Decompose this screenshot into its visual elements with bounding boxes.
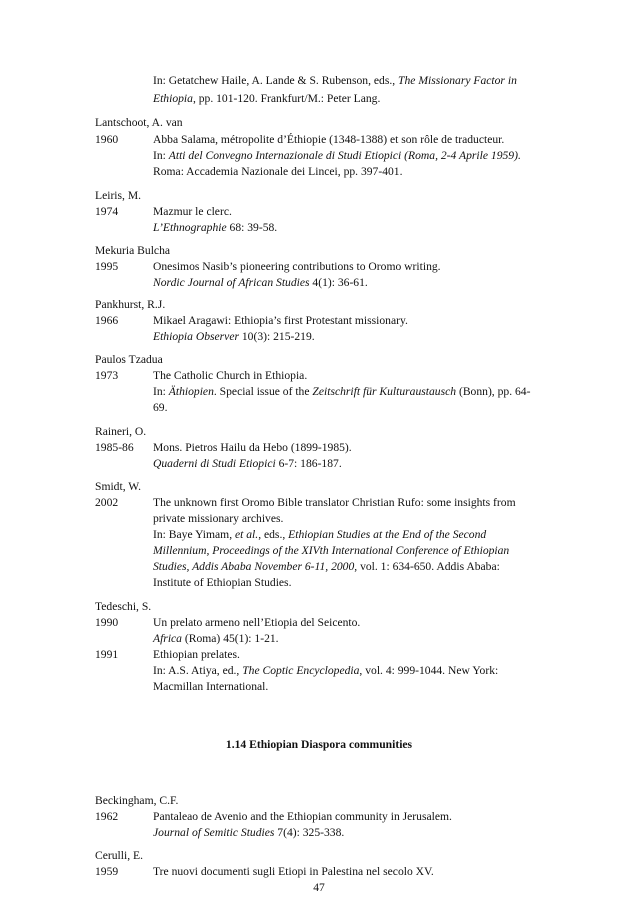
entry-source	[153, 148, 521, 165]
entry-source	[153, 631, 279, 648]
text-span: In: Getatchew Haile, A. Lande & S. Rubenson, eds.,	[153, 74, 399, 87]
italic-title: L’Ethnographie	[153, 221, 227, 234]
entry-year: 1960	[95, 133, 119, 146]
italic-title: Äthiopien	[168, 385, 214, 398]
author-name: Tedeschi, S.	[95, 600, 152, 613]
entry-source	[153, 825, 344, 842]
entry-source	[153, 275, 368, 292]
italic-title: Nordic Journal of African Studies	[153, 276, 310, 289]
author-name: Paulos Tzadua	[95, 353, 163, 366]
entry-year: 1991	[95, 648, 119, 661]
entry-source	[153, 220, 277, 237]
continued-entry-line	[153, 73, 517, 90]
italic-title: Africa	[153, 632, 182, 645]
entry-title: Onesimos Nasib’s pioneering contributions to Oromo writing.	[153, 260, 441, 273]
italic-title: Journal of Semitic Studies	[153, 826, 275, 839]
entry-source	[153, 663, 498, 680]
author-name: Lantschoot, A. van	[95, 116, 183, 129]
entry-source-cont	[153, 543, 509, 560]
italic-title: Ethiopian Studies at the End of the Second	[288, 528, 487, 541]
entry-year: 1959	[95, 865, 119, 878]
section-heading: 1.14 Ethiopian Diaspora communities	[225, 738, 413, 751]
text-span: In:	[153, 149, 169, 162]
italic-title: Millennium, Proceedings of the XIVth International Conference of Ethiopian	[153, 544, 510, 557]
text-span: 68: 39-58.	[226, 221, 278, 234]
entry-year: 1974	[95, 205, 119, 218]
author-name: Raineri, O.	[95, 425, 147, 438]
entry-year: 1962	[95, 810, 119, 823]
italic-title: Ethiopia	[153, 92, 193, 105]
text-span: 4(1): 36-61.	[309, 276, 368, 289]
italic-title: Studies, Addis Ababa November 6-11, 2000	[153, 560, 355, 573]
text-span: 7(4): 325-338.	[274, 826, 345, 839]
text-span: 10(3): 215-219.	[238, 330, 315, 343]
entry-title: The unknown first Oromo Bible translator Christian Rufo: some insights from	[153, 496, 516, 509]
entry-title: Tre nuovi documenti sugli Etiopi in Palestina nel secolo XV.	[153, 865, 434, 878]
italic-title: Ethiopia Observer	[153, 330, 239, 343]
author-name: Smidt, W.	[95, 480, 142, 493]
text-span: 6-7: 186-187.	[275, 457, 342, 470]
entry-source	[153, 527, 486, 544]
author-name: Beckingham, C.F.	[95, 794, 179, 807]
entry-title: Pantaleao de Avenio and the Ethiopian community in Jerusalem.	[153, 810, 452, 823]
entry-title: Abba Salama, métropolite d’Éthiopie (1348-1388) et son rôle de traducteur.	[153, 133, 505, 146]
italic-title: Atti del Convegno Internazionale di Studi Etiopici (Roma, 2-4 Aprile 1959).	[168, 149, 521, 162]
author-name: Leiris, M.	[95, 189, 142, 202]
text-span: In: A.S. Atiya, ed.,	[153, 664, 243, 677]
italic-title: Zeitschrift für Kulturaustausch	[312, 385, 457, 398]
text-span: , vol. 1: 634-650. Addis Ababa:	[354, 560, 500, 573]
page-number: 47	[313, 881, 325, 894]
entry-title: Mikael Aragawi: Ethiopia’s first Protestant missionary.	[153, 314, 408, 327]
entry-year: 1990	[95, 616, 119, 629]
entry-source	[153, 384, 530, 401]
entry-year: 2002	[95, 496, 119, 509]
entry-publisher: Institute of Ethiopian Studies.	[153, 576, 292, 589]
entry-publisher: Roma: Accademia Nazionale dei Lincei, pp. 397-401.	[153, 165, 403, 178]
text-span: , eds.,	[258, 528, 289, 541]
entry-source-cont	[153, 559, 500, 576]
author-name: Cerulli, E.	[95, 849, 143, 862]
text-span: . Special issue of the	[213, 385, 313, 398]
italic-text: et al.	[235, 528, 259, 541]
text-span: (Roma) 45(1): 1-21.	[181, 632, 279, 645]
entry-year: 1973	[95, 369, 119, 382]
entry-source	[153, 329, 315, 346]
entry-title: Mons. Pietros Hailu da Hebo (1899-1985).	[153, 441, 352, 454]
entry-source	[153, 456, 342, 473]
text-span: (Bonn), pp. 64-	[456, 385, 531, 398]
continued-entry-line	[153, 91, 380, 108]
author-name: Mekuria Bulcha	[95, 244, 171, 257]
text-span: , pp. 101-120. Frankfurt/M.: Peter Lang.	[192, 92, 381, 105]
entry-year: 1966	[95, 314, 119, 327]
italic-title: The Missionary Factor in	[398, 74, 517, 87]
entry-title-cont: private missionary archives.	[153, 512, 284, 525]
entry-publisher: Macmillan International.	[153, 680, 269, 693]
text-span: In: Baye Yimam,	[153, 528, 235, 541]
entry-title: Mazmur le clerc.	[153, 205, 232, 218]
author-name: Pankhurst, R.J.	[95, 298, 166, 311]
text-span: , vol. 4: 999-1044. New York:	[359, 664, 499, 677]
entry-title: The Catholic Church in Ethiopia.	[153, 369, 308, 382]
entry-title: Ethiopian prelates.	[153, 648, 240, 661]
entry-year: 1985-86	[95, 441, 134, 454]
italic-title: Quaderni di Studi Etiopici	[153, 457, 276, 470]
entry-title: Un prelato armeno nell’Etiopia del Seicento.	[153, 616, 361, 629]
text-span: In:	[153, 385, 169, 398]
entry-year: 1995	[95, 260, 119, 273]
italic-title: The Coptic Encyclopedia	[242, 664, 360, 677]
entry-source-cont: 69.	[153, 401, 168, 414]
